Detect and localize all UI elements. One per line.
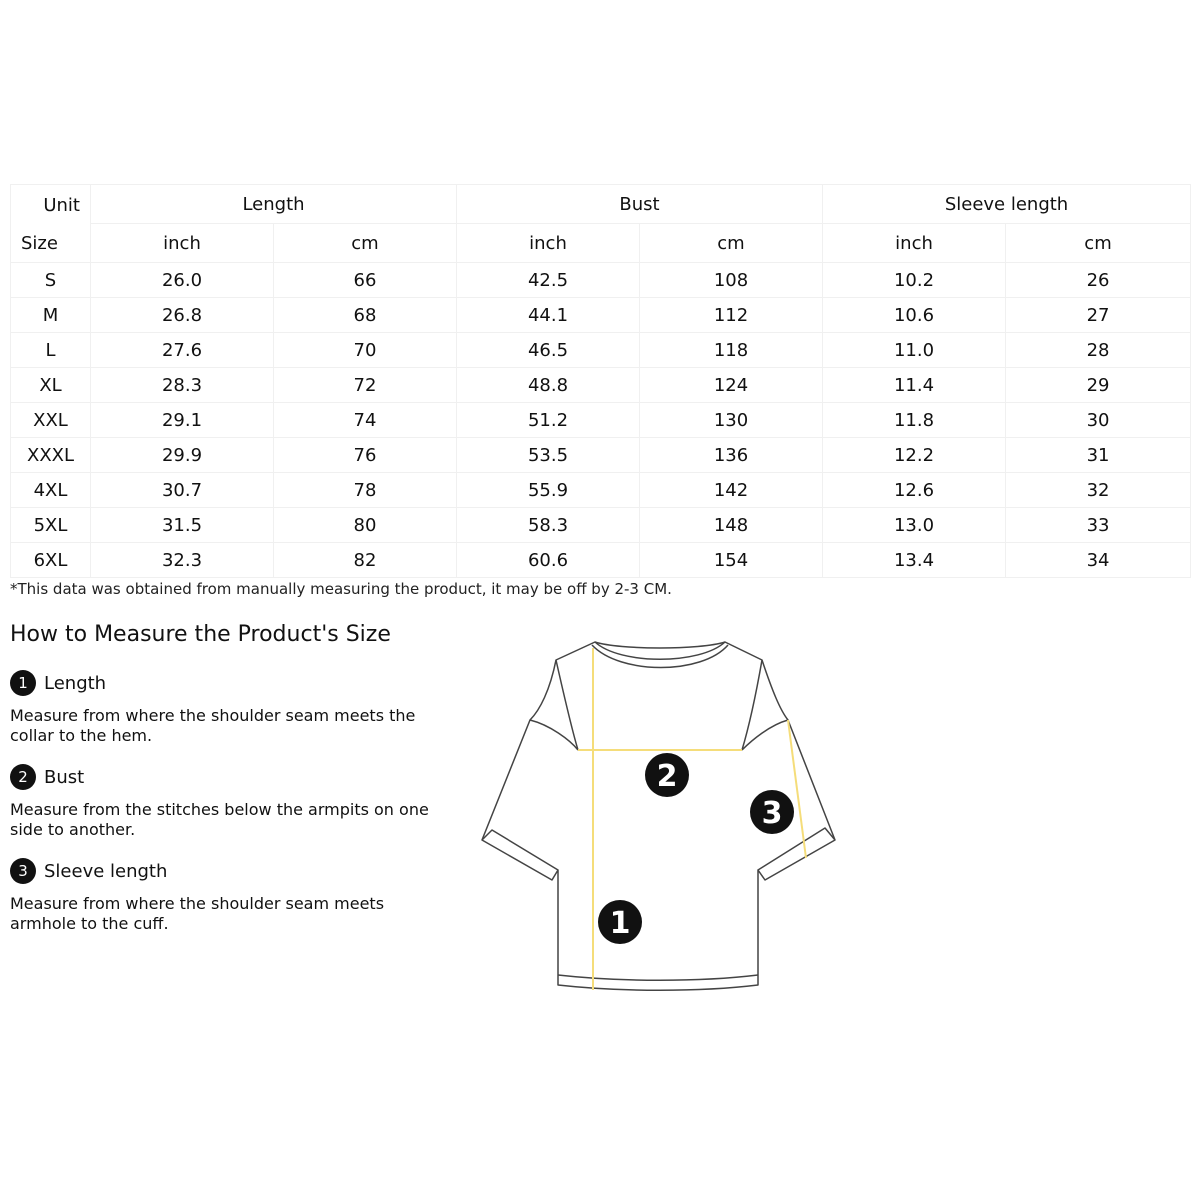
measurement-cell: 29.1 (91, 403, 274, 438)
table-row (11, 508, 1191, 543)
table-row (11, 333, 1191, 368)
measurement-cell: 13.4 (823, 543, 1006, 578)
measurement-cell: 55.9 (457, 473, 640, 508)
measurement-cell: 124 (640, 368, 823, 403)
measurement-cell: 154 (640, 543, 823, 578)
tshirt-diagram (470, 630, 850, 1010)
step-description: Measure from where the shoulder seam meets armhole to the cuff. (10, 894, 385, 933)
measurement-cell: 26.0 (91, 263, 274, 298)
step-description: Measure from the stitches below the armpits on one side to another. (10, 800, 429, 839)
number-two-icon: 2 (10, 764, 36, 790)
step-bust (10, 764, 84, 790)
measurement-cell: 48.8 (457, 368, 640, 403)
measurement-cell: 148 (640, 508, 823, 543)
number-three-icon: 3 (10, 858, 36, 884)
measurement-cell: 28 (1006, 333, 1191, 368)
measurement-cell: 10.6 (823, 298, 1006, 333)
measurement-cell: 11.8 (823, 403, 1006, 438)
size-cell: L (11, 333, 91, 368)
measurement-cell: 31.5 (91, 508, 274, 543)
measurement-cell: 27 (1006, 298, 1191, 333)
step-label: Bust (44, 766, 85, 788)
table-row (11, 298, 1191, 333)
measurement-cell: 32.3 (91, 543, 274, 578)
table-row (11, 263, 1191, 298)
size-cell: 5XL (11, 508, 91, 543)
length-header: Length (91, 185, 457, 224)
size-cell: 6XL (11, 543, 91, 578)
size-cell: XXXL (11, 438, 91, 473)
marker-number: 2 (656, 759, 678, 794)
size-chart-table (10, 184, 1191, 578)
measurement-cell: 42.5 (457, 263, 640, 298)
marker-number: 1 (609, 906, 631, 941)
sleeve-guide-line (788, 720, 806, 858)
measurement-cell: 29.9 (91, 438, 274, 473)
unit-cm-header: cm (274, 224, 457, 263)
marker-number: 3 (761, 796, 783, 831)
measurement-cell: 30 (1006, 403, 1191, 438)
step-description: Measure from where the shoulder seam meets the collar to the hem. (10, 706, 416, 745)
measurement-cell: 66 (274, 263, 457, 298)
unit-inch-header: inch (823, 224, 1006, 263)
measurement-cell: 78 (274, 473, 457, 508)
step-sleeve-length (10, 858, 167, 884)
table-row (11, 473, 1191, 508)
measurement-cell: 60.6 (457, 543, 640, 578)
measurement-cell: 11.0 (823, 333, 1006, 368)
measurement-cell: 31 (1006, 438, 1191, 473)
size-cell: S (11, 263, 91, 298)
table-row (11, 403, 1191, 438)
measurement-cell: 13.0 (823, 508, 1006, 543)
unit-inch-header: inch (91, 224, 274, 263)
measurement-cell: 46.5 (457, 333, 640, 368)
step-length (10, 670, 106, 696)
measurement-cell: 142 (640, 473, 823, 508)
measurement-cell: 53.5 (457, 438, 640, 473)
size-cell: M (11, 298, 91, 333)
measurement-cell: 80 (274, 508, 457, 543)
table-corner-header (11, 185, 91, 263)
measurement-cell: 34 (1006, 543, 1191, 578)
size-header: Size (21, 233, 58, 254)
unit-cm-header: cm (1006, 224, 1191, 263)
measurement-cell: 82 (274, 543, 457, 578)
table-row (11, 368, 1191, 403)
measurement-cell: 28.3 (91, 368, 274, 403)
step-label: Length (44, 672, 107, 694)
measurement-cell: 30.7 (91, 473, 274, 508)
measurement-cell: 29 (1006, 368, 1191, 403)
measurement-cell: 58.3 (457, 508, 640, 543)
measurement-cell: 130 (640, 403, 823, 438)
measurement-cell: 136 (640, 438, 823, 473)
sleeve-length-header: Sleeve length (823, 185, 1191, 224)
measurement-cell: 12.6 (823, 473, 1006, 508)
unit-inch-header: inch (457, 224, 640, 263)
size-cell: XL (11, 368, 91, 403)
measurement-cell: 76 (274, 438, 457, 473)
measurement-cell: 112 (640, 298, 823, 333)
number-one-icon: 1 (10, 670, 36, 696)
marker-bust (645, 753, 689, 797)
measurement-cell: 32 (1006, 473, 1191, 508)
measurement-cell: 26 (1006, 263, 1191, 298)
measurement-cell: 74 (274, 403, 457, 438)
measurement-cell: 70 (274, 333, 457, 368)
measurement-cell: 10.2 (823, 263, 1006, 298)
measurement-cell: 11.4 (823, 368, 1006, 403)
measurement-note: *This data was obtained from manually measuring the product, it may be off by 2-3 CM. (10, 580, 672, 598)
table-row (11, 543, 1191, 578)
unit-header: Unit (43, 195, 80, 216)
measurement-cell: 27.6 (91, 333, 274, 368)
unit-cm-header: cm (640, 224, 823, 263)
size-cell: 4XL (11, 473, 91, 508)
measurement-cell: 44.1 (457, 298, 640, 333)
measurement-cell: 118 (640, 333, 823, 368)
table-row (11, 438, 1191, 473)
measurement-cell: 108 (640, 263, 823, 298)
measurement-cell: 72 (274, 368, 457, 403)
step-label: Sleeve length (44, 860, 168, 882)
measure-guide-title: How to Measure the Product's Size (10, 622, 391, 647)
measurement-cell: 51.2 (457, 403, 640, 438)
marker-sleeve-length (750, 790, 794, 834)
measurement-cell: 12.2 (823, 438, 1006, 473)
size-cell: XXL (11, 403, 91, 438)
measurement-cell: 26.8 (91, 298, 274, 333)
marker-length (598, 900, 642, 944)
bust-header: Bust (457, 185, 823, 224)
measurement-cell: 33 (1006, 508, 1191, 543)
measurement-cell: 68 (274, 298, 457, 333)
